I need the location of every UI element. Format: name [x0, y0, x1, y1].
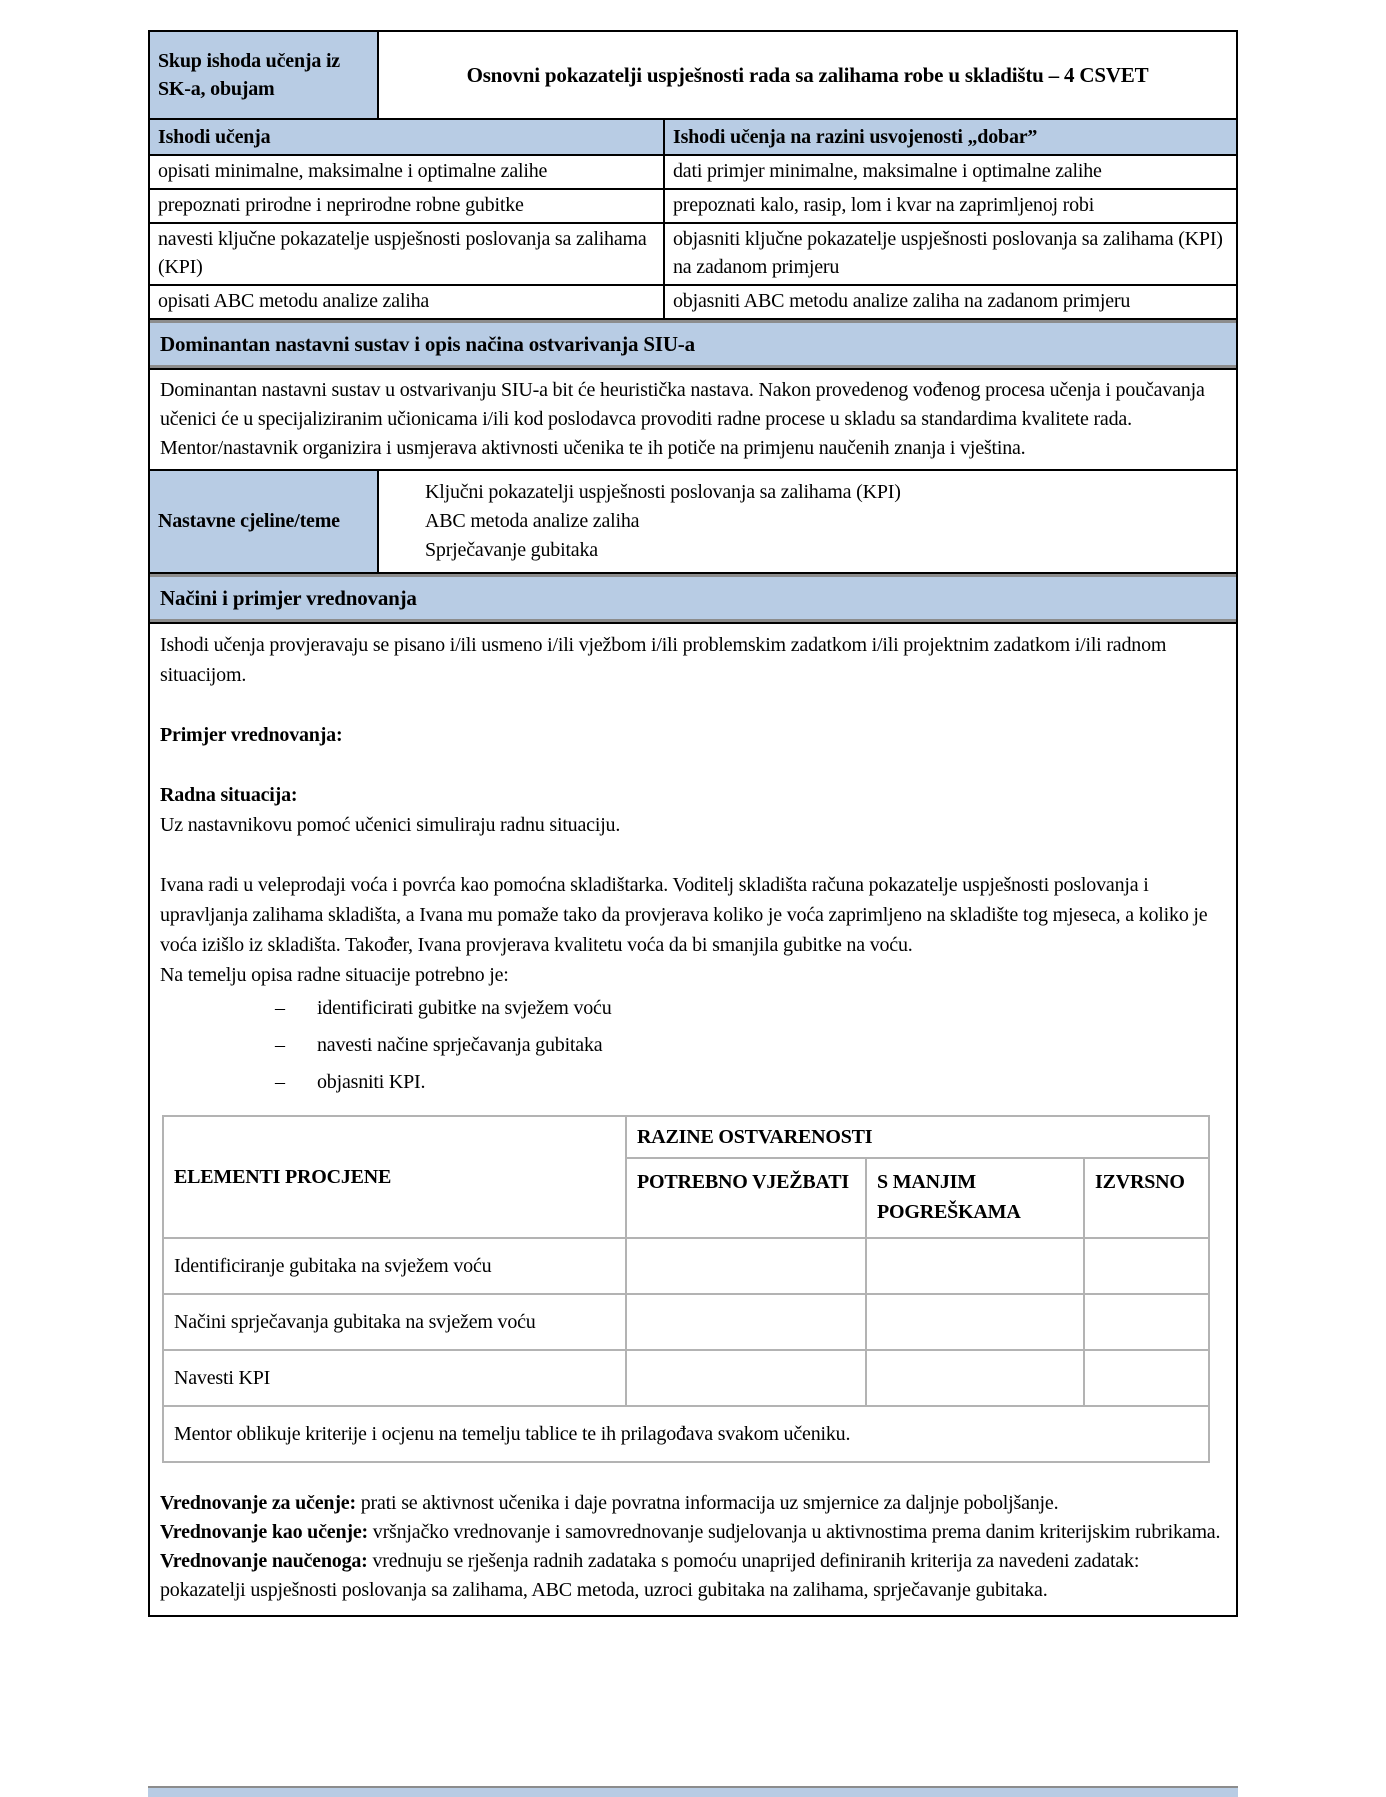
rubric-level-header: IZVRSNO: [1084, 1158, 1209, 1238]
outcome-row: [150, 188, 1236, 222]
next-table-top-edge: [148, 1786, 1238, 1797]
task-text: objasniti KPI.: [317, 1071, 426, 1093]
assessment-type-label: Vrednovanje kao učenje:: [160, 1521, 368, 1543]
rubric-table: [162, 1115, 1210, 1463]
spacer: [160, 840, 1226, 870]
outcome-right: dati primjer minimalne, maksimalne i optimalne zalihe: [673, 160, 1102, 182]
rubric-cell-empty: [626, 1294, 866, 1350]
rubric-element-label: Načini sprječavanja gubitaka na svježem voću: [163, 1294, 626, 1350]
unit-header-label: Skup ishoda učenja iz SK-a, obujam: [150, 32, 379, 118]
rubric-row: [163, 1294, 1209, 1350]
work-situation-body: Ivana radi u veleprodaji voća i povrća kao pomoćna skladištarka. Voditelj skladišta računa pokazatelje uspješnosti poslovanja i upravljanja zalihama skladišta, a Ivana mu pomaže tako da provjerava koliko je voća zaprimljeno na skladište tog mjeseca, a koliko je voća izišlo iz skladišta. Također, Ivana provjerava kvalitetu voća da bi smanjila gubitke na voću.: [160, 874, 1208, 956]
rubric-cell-empty: [866, 1294, 1084, 1350]
rubric-level-header: POTREBNO VJEŽBATI: [626, 1158, 866, 1238]
spacer: [160, 690, 1226, 720]
dash-bullet: –: [275, 1071, 285, 1093]
evaluation-band-title: Načini i primjer vrednovanja: [150, 574, 1236, 622]
tasks-intro: Na temelju opisa radne situacije potrebno je:: [160, 964, 509, 986]
outcome-right: objasniti ključne pokazatelje uspješnosti poslovanja sa zalihama (KPI) na zadanom primjeru: [673, 228, 1223, 278]
outcomes-header-left: Ishodi učenja: [150, 120, 665, 154]
evaluation-intro: Ishodi učenja provjeravaju se pisano i/ili usmeno i/ili vježbom i/ili problemskim zadatkom i/ili projektnim zadatkom i/ili radnom situacijom.: [160, 634, 1167, 686]
rubric-cell-empty: [1084, 1238, 1209, 1294]
assessment-type-text: vršnjačko vrednovanje i samovrednovanje sudjelovanja u aktivnostima prema danim kriterijskim rubrikama.: [367, 1521, 1221, 1543]
rubric-footer-row: [163, 1406, 1209, 1462]
rubric-level-header: S MANJIM POGREŠKAMA: [866, 1158, 1084, 1238]
rubric-cell-empty: [1084, 1350, 1209, 1406]
assessment-type-text: prati se aktivnost učenika i daje povratna informacija uz smjernice za daljnje poboljšanje.: [355, 1492, 1059, 1514]
outcome-right: objasniti ABC metodu analize zaliha na zadanom primjeru: [673, 290, 1131, 312]
assessment-type-label: Vrednovanje za učenje:: [160, 1492, 356, 1514]
outcome-row: [150, 284, 1236, 318]
outcome-left: opisati ABC metodu analize zaliha: [150, 286, 665, 318]
work-situation-label: Radna situacija:: [160, 784, 298, 806]
unit-item: Sprječavanje gubitaka: [425, 539, 598, 561]
outcome-left: prepoznati prirodne i neprirodne robne gubitke: [150, 190, 665, 222]
assessment-types-block: [160, 1489, 1226, 1605]
unit-item: Ključni pokazatelji uspješnosti poslovanja sa zalihama (KPI): [425, 481, 901, 503]
unit-item: ABC metoda analize zaliha: [425, 510, 640, 532]
units-list: [379, 471, 1236, 572]
rubric-cell-empty: [1084, 1294, 1209, 1350]
curriculum-table: [148, 30, 1238, 1617]
rubric-footer-text: Mentor oblikuje kriterije i ocjenu na temelju tablice te ih prilagođava svakom učeniku.: [163, 1406, 1209, 1462]
rubric-group-header-row: [163, 1116, 1209, 1158]
task-item: [160, 1027, 1226, 1064]
task-text: navesti načine sprječavanja gubitaka: [317, 1034, 603, 1056]
rubric-element-label: Identificiranje gubitaka na svježem voću: [163, 1238, 626, 1294]
siu-band-title: Dominantan nastavni sustav i opis načina ostvarivanja SIU-a: [150, 320, 1236, 368]
siu-body-paragraph: Dominantan nastavni sustav u ostvarivanju SIU-a bit će heuristička nastava. Nakon provedenog vođenog procesa učenja i poučavanja učenici će u specijaliziranim učionicama i/ili kod poslodavca provoditi radne procese u skladu sa standardima kvalitete rada. Mentor/nastavnik organizira i usmjerava aktivnosti učenika te ih potiče na primjenu naučenih znanja i vještina.: [160, 379, 1205, 459]
task-text: identificirati gubitke na svježem voću: [317, 997, 612, 1019]
rubric-element-label: Navesti KPI: [163, 1350, 626, 1406]
outcome-left: opisati minimalne, maksimalne i optimalne zalihe: [150, 156, 665, 188]
units-row: [150, 469, 1236, 574]
dash-bullet: –: [275, 1034, 285, 1056]
outcome-left: navesti ključne pokazatelje uspješnosti poslovanja sa zalihama (KPI): [150, 224, 665, 284]
rubric-row: [163, 1350, 1209, 1406]
unit-header-row: [150, 32, 1236, 118]
unit-title: Osnovni pokazatelji uspješnosti rada sa zalihama robe u skladištu – 4 CSVET: [466, 63, 1149, 87]
rubric-cell-empty: [866, 1350, 1084, 1406]
outcomes-header-right: Ishodi učenja na razini usvojenosti „dobar”: [665, 120, 1236, 154]
assessment-type-text: vrednuju se rješenja radnih zadataka s pomoću unaprijed definiranih kriterija za navedeni zadatak: pokazatelji uspješnosti poslovanja sa zalihama, ABC metoda, uzroci gubitaka na zalihama, sprječavanje gubitaka.: [160, 1550, 1140, 1601]
rubric-cell-empty: [866, 1238, 1084, 1294]
rubric-row: [163, 1238, 1209, 1294]
outcomes-header-row: [150, 118, 1236, 154]
work-situation-intro: Uz nastavnikovu pomoć učenici simuliraju radnu situaciju.: [160, 814, 621, 836]
task-item: [160, 990, 1226, 1027]
rubric-elements-header: ELEMENTI PROCJENE: [163, 1116, 626, 1238]
rubric-cell-empty: [626, 1238, 866, 1294]
task-item: [160, 1064, 1226, 1101]
evaluation-example-label: Primjer vrednovanja:: [160, 724, 343, 746]
units-label: Nastavne cjeline/teme: [150, 471, 379, 572]
evaluation-cell: [150, 624, 1236, 1615]
rubric-cell-empty: [626, 1350, 866, 1406]
siu-band-row: [150, 318, 1236, 370]
outcome-row: [150, 222, 1236, 284]
dash-bullet: –: [275, 997, 285, 1019]
evaluation-band-row: [150, 574, 1236, 624]
assessment-type-label: Vrednovanje naučenoga:: [160, 1550, 368, 1572]
spacer: [160, 750, 1226, 780]
rubric-levels-group-header: RAZINE OSTVARENOSTI: [626, 1116, 1209, 1158]
outcome-row: [150, 154, 1236, 188]
outcome-right: prepoznati kalo, rasip, lom i kvar na zaprimljenoj robi: [673, 194, 1095, 216]
